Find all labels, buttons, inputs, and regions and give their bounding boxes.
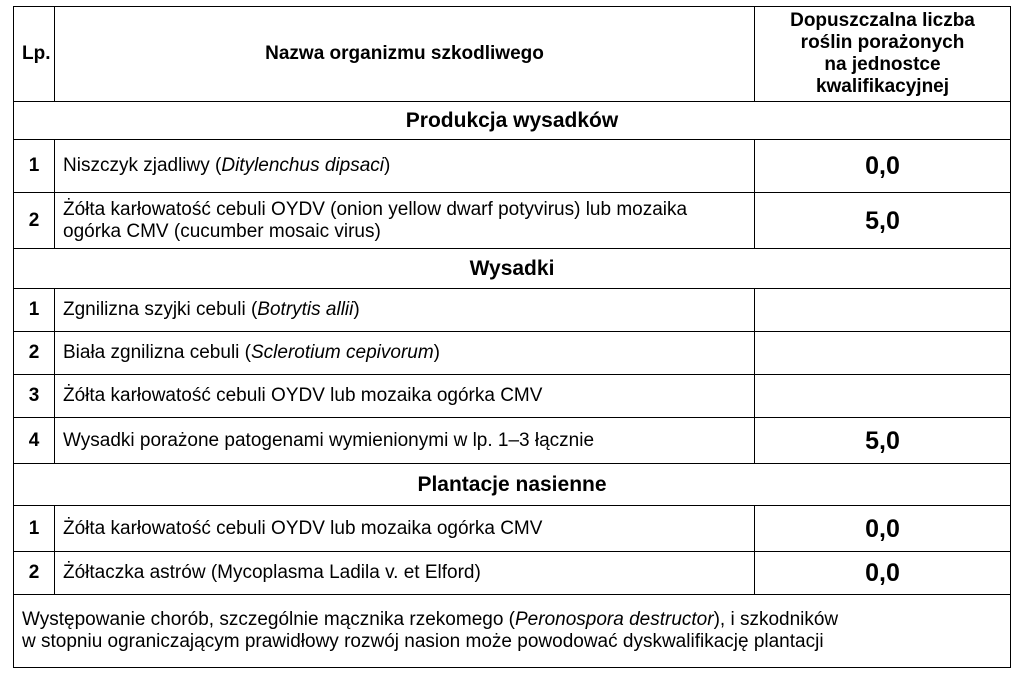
header-allowed-line: na jednostce bbox=[824, 54, 941, 75]
row-lp: 2 bbox=[14, 193, 55, 249]
section-title: Wysadki bbox=[14, 249, 1011, 289]
row-text-after: ) bbox=[353, 299, 360, 320]
section-title: Produkcja wysadków bbox=[14, 102, 1011, 140]
section-row bbox=[14, 464, 1011, 506]
footnote-text: ), i szkodników bbox=[713, 609, 839, 630]
header-name: Nazwa organizmu szkodliwego bbox=[55, 7, 755, 102]
header-allowed-line: roślin porażonych bbox=[800, 32, 965, 53]
row-text: ogórka CMV (cucumber mosaic virus) bbox=[63, 220, 381, 242]
row-lp: 1 bbox=[14, 140, 55, 193]
row-value bbox=[755, 332, 1011, 375]
header-allowed-line: Dopuszczalna liczba bbox=[790, 10, 975, 31]
table-row bbox=[14, 193, 1011, 249]
footnote-text: Występowanie chorób, szczególnie mącznika rzekomego ( bbox=[22, 609, 515, 630]
row-latin: Botrytis allii bbox=[257, 299, 354, 320]
row-text: Zgnilizna szyjki cebuli ( bbox=[63, 299, 258, 320]
row-name: Żółtaczka astrów (Mycoplasma Ladila v. et Elford) bbox=[55, 552, 755, 595]
table-row bbox=[14, 375, 1011, 418]
row-text: Biała zgnilizna cebuli ( bbox=[63, 342, 251, 363]
pest-table bbox=[13, 6, 1011, 668]
row-value: 0,0 bbox=[755, 140, 1011, 193]
section-row bbox=[14, 102, 1011, 140]
row-name bbox=[55, 140, 755, 193]
row-lp: 2 bbox=[14, 552, 55, 595]
row-lp: 2 bbox=[14, 332, 55, 375]
row-name bbox=[55, 289, 755, 332]
row-value bbox=[755, 289, 1011, 332]
footnote-text: w stopniu ograniczającym prawidłowy rozwój nasion może powodować dyskwalifikację plantacji bbox=[22, 631, 824, 652]
row-name bbox=[55, 332, 755, 375]
row-latin: Ditylenchus dipsaci bbox=[221, 155, 384, 176]
row-name: Wysadki porażone patogenami wymienionymi w lp. 1–3 łącznie bbox=[55, 418, 755, 464]
section-row bbox=[14, 249, 1011, 289]
table-row bbox=[14, 418, 1011, 464]
row-text-after: ) bbox=[384, 155, 391, 176]
header-allowed-line: kwalifikacyjnej bbox=[815, 76, 950, 97]
row-name: Żółta karłowatość cebuli OYDV lub mozaika ogórka CMV bbox=[55, 375, 755, 418]
row-value bbox=[755, 375, 1011, 418]
header-allowed bbox=[755, 7, 1011, 102]
row-value: 0,0 bbox=[755, 552, 1011, 595]
row-lp: 1 bbox=[14, 289, 55, 332]
table-row bbox=[14, 289, 1011, 332]
table-row bbox=[14, 552, 1011, 595]
footnote-latin: Peronospora destructor bbox=[515, 609, 714, 630]
row-name bbox=[55, 193, 755, 249]
row-lp: 3 bbox=[14, 375, 55, 418]
row-value: 5,0 bbox=[755, 193, 1011, 249]
row-value: 5,0 bbox=[755, 418, 1011, 464]
table-row bbox=[14, 506, 1011, 552]
row-text: Niszczyk zjadliwy ( bbox=[63, 155, 222, 176]
table-row bbox=[14, 332, 1011, 375]
footnote-row bbox=[14, 595, 1011, 668]
row-lp: 1 bbox=[14, 506, 55, 552]
row-text: Żółta karłowatość cebuli OYDV (onion yellow dwarf potyvirus) lub mozaika bbox=[63, 198, 688, 220]
row-text-after: ) bbox=[433, 342, 440, 363]
section-title: Plantacje nasienne bbox=[14, 464, 1011, 506]
row-value: 0,0 bbox=[755, 506, 1011, 552]
table-row bbox=[14, 140, 1011, 193]
row-latin: Sclerotium cepivorum bbox=[251, 342, 434, 363]
row-name: Żółta karłowatość cebuli OYDV lub mozaika ogórka CMV bbox=[55, 506, 755, 552]
header-lp: Lp. bbox=[14, 7, 55, 102]
row-lp: 4 bbox=[14, 418, 55, 464]
footnote bbox=[14, 595, 1011, 668]
header-row bbox=[14, 7, 1011, 102]
